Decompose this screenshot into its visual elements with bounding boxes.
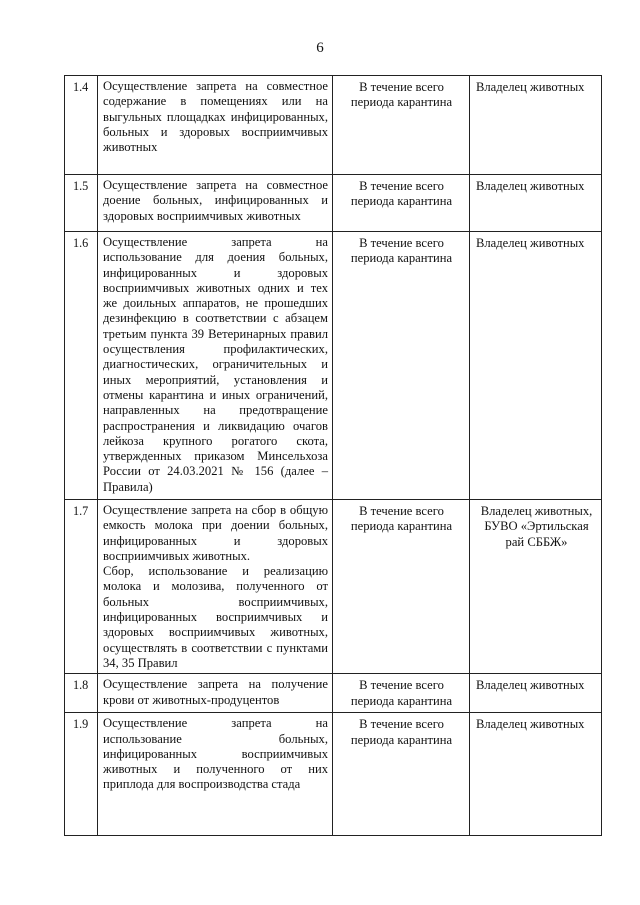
measure-term: В течение всего периода карантина: [333, 76, 470, 175]
responsible-party: Владелец животных: [470, 674, 602, 713]
measure-description: [98, 232, 333, 500]
measure-description: [98, 674, 333, 713]
table-row: [65, 232, 602, 500]
measure-term: В течение всего периода карантина: [333, 500, 470, 674]
description-paragraph: Осуществление запрета на получение крови от животных-продуцентов: [103, 677, 328, 707]
description-paragraph: Осуществление запрета на совместное доение больных, инфицированных и здоровых восприимчивых животных: [103, 178, 328, 223]
description-paragraph: Осуществление запрета на использование для доения больных, инфицированных и здоровых восприимчивых животных одних и тех же доильных аппаратов, не прошедших дезинфекцию в соответствии с абзацем третьим пункта 39 Ветеринарных правил осуществления профилактических, диагностических, ограничительных и иных мероприятий, установления и отмены карантина и иных ограничений, направленных на предотвращение распространения и ликвидацию очагов лейкоза крупного рогатого скота, утвержденных приказом Минсельхоза России от 24.03.2021 № 156 (далее – Правила): [103, 235, 328, 494]
measure-description: [98, 713, 333, 836]
responsible-party: Владелец животных: [470, 76, 602, 175]
table-row: [65, 175, 602, 232]
description-paragraph: Сбор, использование и реализацию молока и молозива, полученного от больных восприимчивых, инфицированных восприимчивых и здоровых восприимчивых животных, осуществлять в соответствии с пунктами 34, 35 Правил: [103, 564, 328, 670]
measure-description: [98, 175, 333, 232]
row-number: 1.4: [65, 76, 98, 175]
table-row: [65, 674, 602, 713]
row-number: 1.9: [65, 713, 98, 836]
responsible-party: Владелец животных, БУВО «Эртильская рай СББЖ»: [470, 500, 602, 674]
measure-description: [98, 500, 333, 674]
measure-term: В течение всего периода карантина: [333, 713, 470, 836]
row-number: 1.7: [65, 500, 98, 674]
description-paragraph: Осуществление запрета на использование больных, инфицированных восприимчивых животных и полученного от них приплода для воспроизводства стада: [103, 716, 328, 792]
table-row: [65, 76, 602, 175]
measure-description: [98, 76, 333, 175]
row-number: 1.8: [65, 674, 98, 713]
row-number: 1.5: [65, 175, 98, 232]
row-number: 1.6: [65, 232, 98, 500]
page-number: 6: [316, 40, 324, 56]
measure-term: В течение всего периода карантина: [333, 674, 470, 713]
table-row: [65, 713, 602, 836]
measures-table: [64, 75, 602, 836]
description-paragraph: Осуществление запрета на сбор в общую емкость молока при доении больных, инфицированных и здоровых восприимчивых животных.: [103, 503, 328, 563]
table-row: [65, 500, 602, 674]
responsible-party: Владелец животных: [470, 713, 602, 836]
measure-term: В течение всего периода карантина: [333, 232, 470, 500]
responsible-party: Владелец животных: [470, 175, 602, 232]
responsible-party: Владелец животных: [470, 232, 602, 500]
description-paragraph: Осуществление запрета на совместное содержание в помещениях или на выгульных площадках инфицированных, больных и здоровых восприимчивых животных: [103, 79, 328, 155]
measure-term: В течение всего периода карантина: [333, 175, 470, 232]
